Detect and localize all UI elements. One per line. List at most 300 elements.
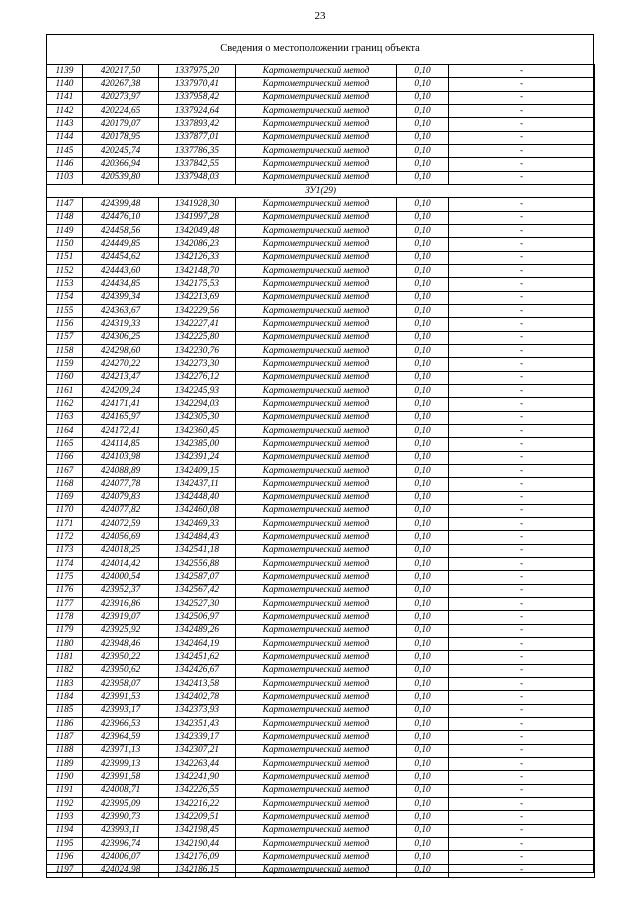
method-cell: Картометрический метод [236, 611, 397, 624]
accuracy-cell: 0,10 [397, 278, 449, 291]
description-cell: - [449, 278, 595, 291]
y-coordinate-cell: 1342126,33 [159, 251, 236, 264]
description-cell: - [449, 91, 595, 104]
accuracy-cell: 0,10 [397, 518, 449, 531]
point-number-cell: 1153 [47, 278, 83, 291]
table-row [47, 331, 595, 344]
x-coordinate-cell: 423925,92 [83, 624, 159, 637]
accuracy-cell: 0,10 [397, 718, 449, 731]
table-row [47, 304, 595, 317]
x-coordinate-cell: 420224,65 [83, 104, 159, 117]
method-cell: Картометрический метод [236, 331, 397, 344]
accuracy-cell: 0,10 [397, 651, 449, 664]
y-coordinate-cell: 1342190,44 [159, 838, 236, 851]
x-coordinate-cell: 424172,41 [83, 424, 159, 437]
y-coordinate-cell: 1342209,51 [159, 811, 236, 824]
point-number-cell: 1195 [47, 838, 83, 851]
x-coordinate-cell: 424103,98 [83, 451, 159, 464]
accuracy-cell: 0,10 [397, 598, 449, 611]
y-coordinate-cell: 1342402,78 [159, 691, 236, 704]
x-coordinate-cell: 424270,22 [83, 358, 159, 371]
method-cell: Картометрический метод [236, 571, 397, 584]
accuracy-cell: 0,10 [397, 611, 449, 624]
point-number-cell: 1183 [47, 678, 83, 691]
accuracy-cell: 0,10 [397, 824, 449, 837]
y-coordinate-cell: 1342307,21 [159, 744, 236, 757]
description-cell: - [449, 518, 595, 531]
description-cell: - [449, 571, 595, 584]
point-number-cell: 1185 [47, 704, 83, 717]
point-number-cell: 1176 [47, 584, 83, 597]
method-cell: Картометрический метод [236, 691, 397, 704]
point-number-cell: 1191 [47, 784, 83, 797]
point-number-cell: 1171 [47, 518, 83, 531]
point-number-cell: 1160 [47, 371, 83, 384]
x-coordinate-cell: 424171,41 [83, 398, 159, 411]
x-coordinate-cell: 424454,62 [83, 251, 159, 264]
y-coordinate-cell: 1342409,15 [159, 464, 236, 477]
description-cell: - [449, 264, 595, 277]
description-cell: - [449, 371, 595, 384]
accuracy-cell: 0,10 [397, 358, 449, 371]
y-coordinate-cell: 1342198,45 [159, 824, 236, 837]
y-coordinate-cell: 1342245,93 [159, 384, 236, 397]
point-number-cell: 1159 [47, 358, 83, 371]
x-coordinate-cell: 424018,25 [83, 544, 159, 557]
accuracy-cell: 0,10 [397, 224, 449, 237]
x-coordinate-cell: 423990,73 [83, 811, 159, 824]
table-row [47, 704, 595, 717]
method-cell: Картометрический метод [236, 398, 397, 411]
x-coordinate-cell: 424114,85 [83, 438, 159, 451]
point-number-cell: 1143 [47, 118, 83, 131]
description-cell: - [449, 318, 595, 331]
y-coordinate-cell: 1337877,01 [159, 131, 236, 144]
point-number-cell: 1150 [47, 238, 83, 251]
accuracy-cell: 0,10 [397, 691, 449, 704]
method-cell: Картометрический метод [236, 78, 397, 91]
method-cell: Картометрический метод [236, 704, 397, 717]
table-row [47, 491, 595, 504]
y-coordinate-cell: 1342413,58 [159, 678, 236, 691]
y-coordinate-cell: 1342294,03 [159, 398, 236, 411]
point-number-cell: 1152 [47, 264, 83, 277]
x-coordinate-cell: 424024,98 [83, 864, 159, 877]
accuracy-cell: 0,10 [397, 784, 449, 797]
y-coordinate-cell: 1342216,22 [159, 798, 236, 811]
table-row [47, 558, 595, 571]
accuracy-cell: 0,10 [397, 424, 449, 437]
method-cell: Картометрический метод [236, 771, 397, 784]
table-row [47, 224, 595, 237]
x-coordinate-cell: 423993,17 [83, 704, 159, 717]
description-cell: - [449, 438, 595, 451]
table-row [47, 211, 595, 224]
y-coordinate-cell: 1337970,41 [159, 78, 236, 91]
point-number-cell: 1188 [47, 744, 83, 757]
y-coordinate-cell: 1342451,62 [159, 651, 236, 664]
x-coordinate-cell: 423950,22 [83, 651, 159, 664]
description-cell: - [449, 691, 595, 704]
y-coordinate-cell: 1342351,43 [159, 718, 236, 731]
point-number-cell: 1193 [47, 811, 83, 824]
description-cell: - [449, 491, 595, 504]
method-cell: Картометрический метод [236, 264, 397, 277]
x-coordinate-cell: 423916,86 [83, 598, 159, 611]
description-cell: - [449, 651, 595, 664]
method-cell: Картометрический метод [236, 278, 397, 291]
method-cell: Картометрический метод [236, 864, 397, 877]
point-number-cell: 1186 [47, 718, 83, 731]
table-row [47, 371, 595, 384]
method-cell: Картометрический метод [236, 824, 397, 837]
method-cell: Картометрический метод [236, 544, 397, 557]
accuracy-cell: 0,10 [397, 838, 449, 851]
description-cell: - [449, 851, 595, 864]
accuracy-cell: 0,10 [397, 744, 449, 757]
y-coordinate-cell: 1342230,76 [159, 344, 236, 357]
description-cell: - [449, 171, 595, 184]
description-cell: - [449, 718, 595, 731]
table-row [47, 571, 595, 584]
accuracy-cell: 0,10 [397, 798, 449, 811]
x-coordinate-cell: 424449,85 [83, 238, 159, 251]
point-number-cell: 1172 [47, 531, 83, 544]
description-cell: - [449, 198, 595, 211]
x-coordinate-cell: 420178,95 [83, 131, 159, 144]
method-cell: Картометрический метод [236, 211, 397, 224]
method-cell: Картометрический метод [236, 664, 397, 677]
method-cell: Картометрический метод [236, 118, 397, 131]
accuracy-cell: 0,10 [397, 104, 449, 117]
description-cell: - [449, 384, 595, 397]
section-title: ЗУ1(29) [47, 184, 595, 197]
point-number-cell: 1184 [47, 691, 83, 704]
accuracy-cell: 0,10 [397, 78, 449, 91]
x-coordinate-cell: 424443,60 [83, 264, 159, 277]
description-cell: - [449, 411, 595, 424]
method-cell: Картометрический метод [236, 558, 397, 571]
y-coordinate-cell: 1341928,30 [159, 198, 236, 211]
accuracy-cell: 0,10 [397, 398, 449, 411]
table-row [47, 544, 595, 557]
x-coordinate-cell: 423999,13 [83, 758, 159, 771]
x-coordinate-cell: 423971,13 [83, 744, 159, 757]
accuracy-cell: 0,10 [397, 238, 449, 251]
accuracy-cell: 0,10 [397, 371, 449, 384]
table-row [47, 638, 595, 651]
description-cell: - [449, 624, 595, 637]
coordinates-table-body [47, 65, 595, 878]
method-cell: Картометрический метод [236, 144, 397, 157]
table-row [47, 358, 595, 371]
accuracy-cell: 0,10 [397, 264, 449, 277]
table-row [47, 838, 595, 851]
x-coordinate-cell: 423919,07 [83, 611, 159, 624]
accuracy-cell: 0,10 [397, 638, 449, 651]
y-coordinate-cell: 1342426,67 [159, 664, 236, 677]
description-cell: - [449, 544, 595, 557]
point-number-cell: 1148 [47, 211, 83, 224]
x-coordinate-cell: 424434,85 [83, 278, 159, 291]
table-row [47, 118, 595, 131]
point-number-cell: 1145 [47, 144, 83, 157]
x-coordinate-cell: 423948,46 [83, 638, 159, 651]
accuracy-cell: 0,10 [397, 211, 449, 224]
x-coordinate-cell: 423991,53 [83, 691, 159, 704]
table-row [47, 504, 595, 517]
description-cell: - [449, 664, 595, 677]
y-coordinate-cell: 1341997,28 [159, 211, 236, 224]
description-cell: - [449, 811, 595, 824]
y-coordinate-cell: 1342186,15 [159, 864, 236, 877]
accuracy-cell: 0,10 [397, 131, 449, 144]
point-number-cell: 1192 [47, 798, 83, 811]
y-coordinate-cell: 1342175,53 [159, 278, 236, 291]
table-row [47, 131, 595, 144]
method-cell: Картометрический метод [236, 731, 397, 744]
accuracy-cell: 0,10 [397, 144, 449, 157]
point-number-cell: 1170 [47, 504, 83, 517]
description-cell: - [449, 531, 595, 544]
description-cell: - [449, 731, 595, 744]
accuracy-cell: 0,10 [397, 811, 449, 824]
description-cell: - [449, 784, 595, 797]
accuracy-cell: 0,10 [397, 118, 449, 131]
x-coordinate-cell: 420273,97 [83, 91, 159, 104]
method-cell: Картометрический метод [236, 131, 397, 144]
accuracy-cell: 0,10 [397, 624, 449, 637]
x-coordinate-cell: 424088,89 [83, 464, 159, 477]
description-cell: - [449, 78, 595, 91]
y-coordinate-cell: 1337786,35 [159, 144, 236, 157]
point-number-cell: 1179 [47, 624, 83, 637]
description-cell: - [449, 424, 595, 437]
y-coordinate-cell: 1337948,03 [159, 171, 236, 184]
table-row [47, 451, 595, 464]
accuracy-cell: 0,10 [397, 438, 449, 451]
x-coordinate-cell: 424008,71 [83, 784, 159, 797]
x-coordinate-cell: 424298,60 [83, 344, 159, 357]
y-coordinate-cell: 1342385,00 [159, 438, 236, 451]
description-cell: - [449, 131, 595, 144]
x-coordinate-cell: 423995,09 [83, 798, 159, 811]
table-row [47, 784, 595, 797]
coordinates-table [46, 64, 595, 878]
method-cell: Картометрический метод [236, 584, 397, 597]
point-number-cell: 1151 [47, 251, 83, 264]
accuracy-cell: 0,10 [397, 571, 449, 584]
description-cell: - [449, 451, 595, 464]
table-row [47, 798, 595, 811]
description-cell: - [449, 224, 595, 237]
accuracy-cell: 0,10 [397, 771, 449, 784]
y-coordinate-cell: 1342464,19 [159, 638, 236, 651]
table-row [47, 278, 595, 291]
method-cell: Картометрический метод [236, 478, 397, 491]
table-row [47, 678, 595, 691]
description-cell: - [449, 838, 595, 851]
y-coordinate-cell: 1342360,45 [159, 424, 236, 437]
x-coordinate-cell: 424319,33 [83, 318, 159, 331]
table-row [47, 238, 595, 251]
x-coordinate-cell: 423952,37 [83, 584, 159, 597]
y-coordinate-cell: 1342437,11 [159, 478, 236, 491]
table-row [47, 744, 595, 757]
description-cell: - [449, 638, 595, 651]
y-coordinate-cell: 1342213,69 [159, 291, 236, 304]
description-cell: - [449, 144, 595, 157]
table-row [47, 691, 595, 704]
point-number-cell: 1163 [47, 411, 83, 424]
accuracy-cell: 0,10 [397, 384, 449, 397]
point-number-cell: 1141 [47, 91, 83, 104]
description-cell: - [449, 798, 595, 811]
x-coordinate-cell: 423993,11 [83, 824, 159, 837]
accuracy-cell: 0,10 [397, 331, 449, 344]
x-coordinate-cell: 423966,53 [83, 718, 159, 731]
y-coordinate-cell: 1342506,97 [159, 611, 236, 624]
y-coordinate-cell: 1342273,30 [159, 358, 236, 371]
point-number-cell: 1194 [47, 824, 83, 837]
table-row [47, 398, 595, 411]
point-number-cell: 1175 [47, 571, 83, 584]
x-coordinate-cell: 424000,54 [83, 571, 159, 584]
table-row [47, 531, 595, 544]
table-row [47, 518, 595, 531]
accuracy-cell: 0,10 [397, 504, 449, 517]
accuracy-cell: 0,10 [397, 344, 449, 357]
y-coordinate-cell: 1337958,42 [159, 91, 236, 104]
table-row [47, 851, 595, 864]
x-coordinate-cell: 424014,42 [83, 558, 159, 571]
y-coordinate-cell: 1337975,20 [159, 65, 236, 78]
description-cell: - [449, 398, 595, 411]
y-coordinate-cell: 1342148,70 [159, 264, 236, 277]
x-coordinate-cell: 424363,67 [83, 304, 159, 317]
point-number-cell: 1140 [47, 78, 83, 91]
point-number-cell: 1144 [47, 131, 83, 144]
table-title: Сведения о местоположении границ объекта [220, 43, 420, 54]
description-cell: - [449, 464, 595, 477]
point-number-cell: 1164 [47, 424, 83, 437]
y-coordinate-cell: 1342391,24 [159, 451, 236, 464]
accuracy-cell: 0,10 [397, 304, 449, 317]
table-row [47, 384, 595, 397]
x-coordinate-cell: 423991,58 [83, 771, 159, 784]
table-row [47, 811, 595, 824]
method-cell: Картометрический метод [236, 811, 397, 824]
point-number-cell: 1174 [47, 558, 83, 571]
method-cell: Картометрический метод [236, 451, 397, 464]
y-coordinate-cell: 1342587,07 [159, 571, 236, 584]
table-row [47, 718, 595, 731]
x-coordinate-cell: 420245,74 [83, 144, 159, 157]
table-row [47, 598, 595, 611]
y-coordinate-cell: 1342339,17 [159, 731, 236, 744]
point-number-cell: 1196 [47, 851, 83, 864]
accuracy-cell: 0,10 [397, 544, 449, 557]
table-row [47, 438, 595, 451]
method-cell: Картометрический метод [236, 651, 397, 664]
method-cell: Картометрический метод [236, 678, 397, 691]
accuracy-cell: 0,10 [397, 558, 449, 571]
y-coordinate-cell: 1342241,90 [159, 771, 236, 784]
method-cell: Картометрический метод [236, 371, 397, 384]
table-row [47, 731, 595, 744]
table-row [47, 291, 595, 304]
point-number-cell: 1180 [47, 638, 83, 651]
accuracy-cell: 0,10 [397, 198, 449, 211]
x-coordinate-cell: 424458,56 [83, 224, 159, 237]
accuracy-cell: 0,10 [397, 758, 449, 771]
description-cell: - [449, 758, 595, 771]
x-coordinate-cell: 420179,07 [83, 118, 159, 131]
description-cell: - [449, 358, 595, 371]
x-coordinate-cell: 424209,24 [83, 384, 159, 397]
x-coordinate-cell: 423964,59 [83, 731, 159, 744]
point-number-cell: 1189 [47, 758, 83, 771]
method-cell: Картометрический метод [236, 384, 397, 397]
point-number-cell: 1146 [47, 158, 83, 171]
accuracy-cell: 0,10 [397, 584, 449, 597]
method-cell: Картометрический метод [236, 758, 397, 771]
point-number-cell: 1169 [47, 491, 83, 504]
method-cell: Картометрический метод [236, 318, 397, 331]
accuracy-cell: 0,10 [397, 864, 449, 877]
table-row [47, 464, 595, 477]
x-coordinate-cell: 423950,62 [83, 664, 159, 677]
accuracy-cell: 0,10 [397, 251, 449, 264]
x-coordinate-cell: 424165,97 [83, 411, 159, 424]
method-cell: Картометрический метод [236, 424, 397, 437]
y-coordinate-cell: 1342225,80 [159, 331, 236, 344]
accuracy-cell: 0,10 [397, 851, 449, 864]
accuracy-cell: 0,10 [397, 291, 449, 304]
y-coordinate-cell: 1342527,30 [159, 598, 236, 611]
point-number-cell: 1182 [47, 664, 83, 677]
method-cell: Картометрический метод [236, 304, 397, 317]
x-coordinate-cell: 420217,50 [83, 65, 159, 78]
method-cell: Картометрический метод [236, 491, 397, 504]
point-number-cell: 1139 [47, 65, 83, 78]
point-number-cell: 1147 [47, 198, 83, 211]
y-coordinate-cell: 1342373,93 [159, 704, 236, 717]
description-cell: - [449, 331, 595, 344]
y-coordinate-cell: 1342086,23 [159, 238, 236, 251]
description-cell: - [449, 238, 595, 251]
description-cell: - [449, 158, 595, 171]
point-number-cell: 1190 [47, 771, 83, 784]
point-number-cell: 1156 [47, 318, 83, 331]
accuracy-cell: 0,10 [397, 158, 449, 171]
y-coordinate-cell: 1342556,88 [159, 558, 236, 571]
point-number-cell: 1103 [47, 171, 83, 184]
x-coordinate-cell: 424056,69 [83, 531, 159, 544]
method-cell: Картометрический метод [236, 65, 397, 78]
point-number-cell: 1187 [47, 731, 83, 744]
point-number-cell: 1166 [47, 451, 83, 464]
accuracy-cell: 0,10 [397, 318, 449, 331]
table-row [47, 758, 595, 771]
y-coordinate-cell: 1337842,55 [159, 158, 236, 171]
method-cell: Картометрический метод [236, 344, 397, 357]
accuracy-cell: 0,10 [397, 478, 449, 491]
x-coordinate-cell: 424399,34 [83, 291, 159, 304]
table-row [47, 91, 595, 104]
table-row [47, 344, 595, 357]
description-cell: - [449, 598, 595, 611]
